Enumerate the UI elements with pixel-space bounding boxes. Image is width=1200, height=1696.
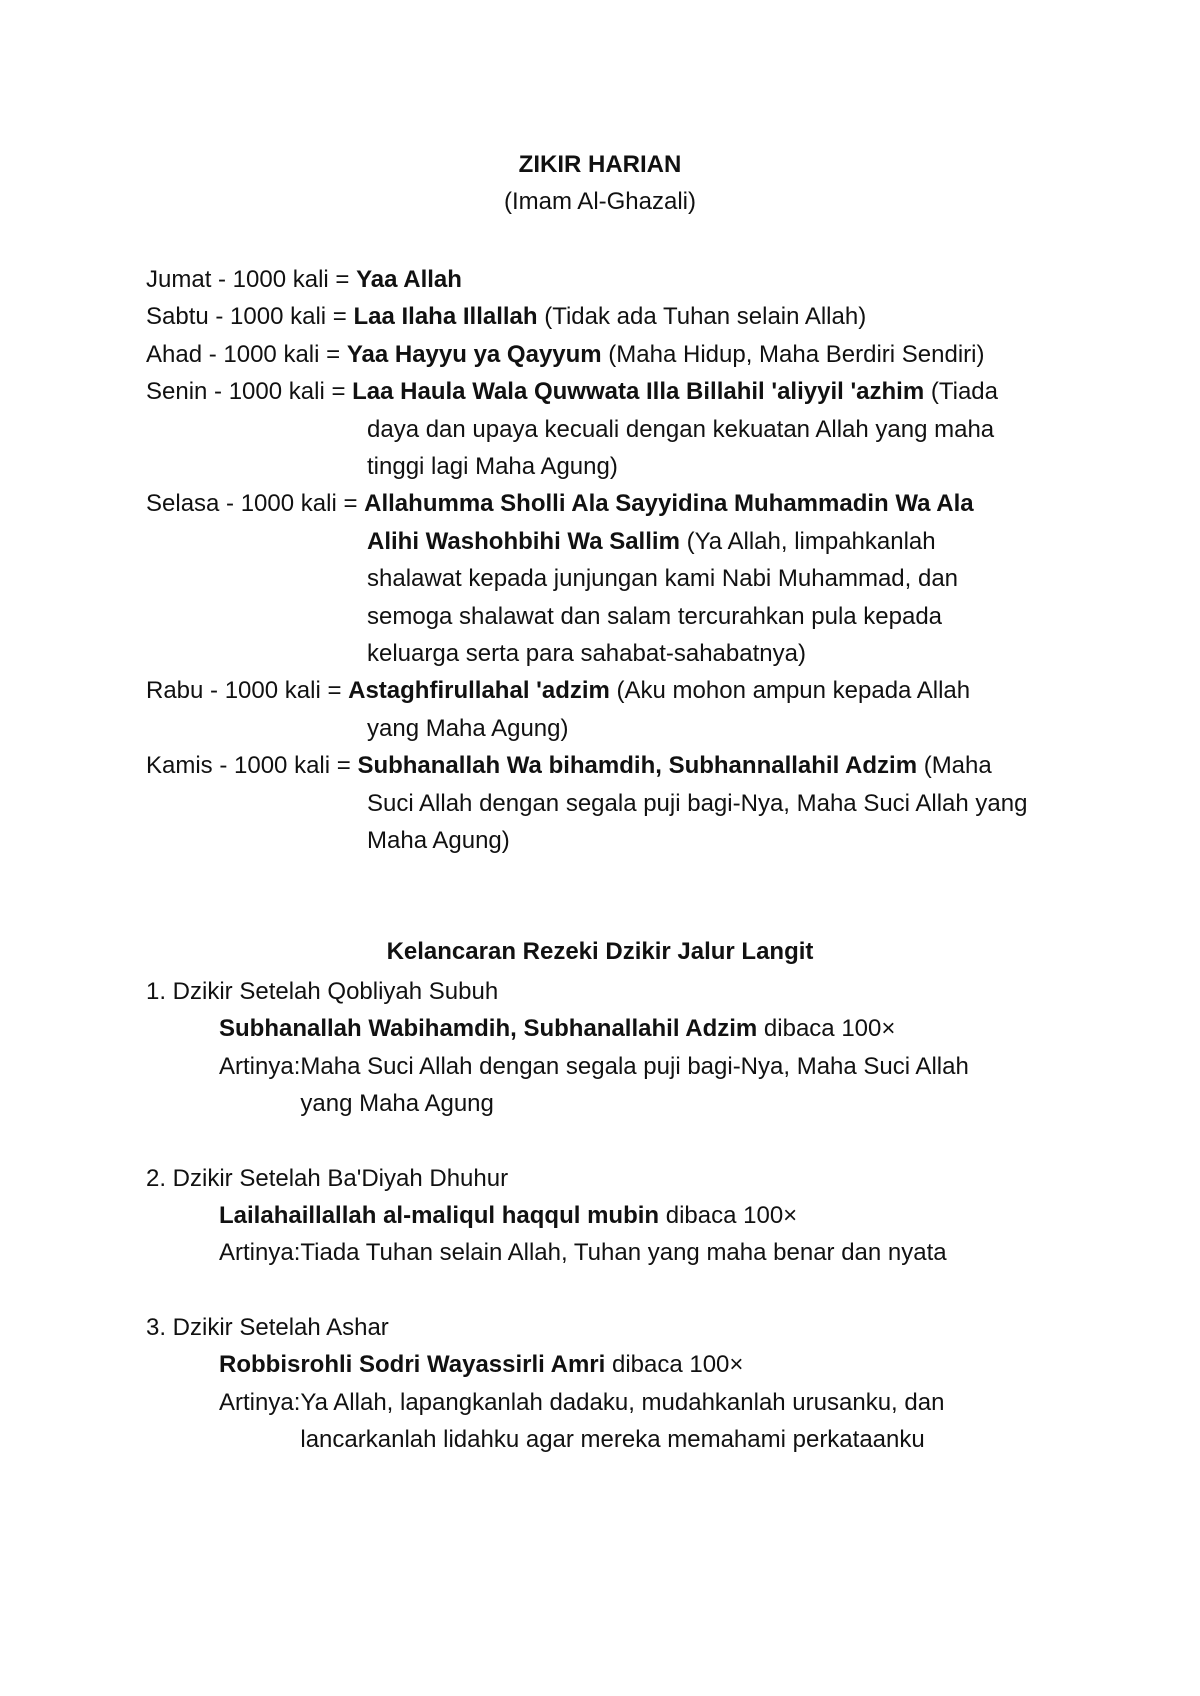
dzikir-text: Yaa Hayyu ya Qayyum — [346, 340, 602, 368]
day-entry-jumat — [146, 261, 1096, 298]
continuation-line: Maha Agung) — [367, 827, 510, 855]
item-meaning: Artinya: Ya Allah, lapangkanlah dadaku, mudahkanlah urusanku, dan lancarkanlah lidahku agar mereka memahami perkataanku — [219, 1388, 945, 1454]
dzikir-jalur-langit-list — [146, 973, 1096, 1495]
day-prefix: Rabu - 1000 kali = — [146, 677, 349, 705]
day-prefix: Selasa - 1000 kali = — [146, 490, 365, 518]
item-dzikir: Lailahaillallah al-maliqul haqqul mubin dibaca 100× — [219, 1202, 798, 1230]
day-entry-selasa — [146, 485, 1096, 672]
item-meaning: Artinya: Maha Suci Allah dengan segala puji bagi-Nya, Maha Suci Allah yang Maha Agung — [219, 1052, 969, 1118]
dzikir-text: Laa Haula Wala Quwwata Illa Billahil 'aliyyil 'azhim — [352, 378, 925, 406]
item-dzikir: Robbisrohli Sodri Wayassirli Amri dibaca 100× — [219, 1351, 744, 1379]
list-item — [146, 1160, 1096, 1272]
list-item — [146, 1309, 1096, 1459]
list-item — [146, 973, 1096, 1123]
page-subtitle: (Imam Al-Ghazali) — [503, 188, 697, 215]
dzikir-meaning: (Maha — [917, 752, 992, 780]
day-entry-sabtu — [146, 298, 1096, 335]
item-heading: 3. Dzikir Setelah Ashar — [146, 1313, 389, 1341]
day-prefix: Ahad - 1000 kali = — [146, 340, 347, 368]
item-heading: 2. Dzikir Setelah Ba'Diyah Dhuhur — [146, 1164, 509, 1192]
continuation-line: Suci Allah dengan segala puji bagi-Nya, Maha Suci Allah yang — [367, 789, 1028, 817]
dzikir-text: Yaa Allah — [356, 266, 462, 293]
dzikir-text: Astaghfirullahal 'adzim — [348, 677, 610, 705]
continuation-line: daya dan upaya kecuali dengan kekuatan Allah yang maha — [367, 415, 995, 443]
dzikir-meaning: (Tidak ada Tuhan selain Allah) — [537, 303, 867, 331]
day-prefix: Sabtu - 1000 kali = — [146, 303, 354, 331]
day-prefix: Senin - 1000 kali = — [146, 378, 353, 406]
continuation-line: keluarga serta para sahabat-sahabatnya) — [367, 640, 806, 668]
item-meaning: Artinya: Tiada Tuhan selain Allah, Tuhan yang maha benar dan nyata — [219, 1239, 947, 1267]
day-entry-rabu — [146, 672, 1096, 747]
day-prefix: Kamis - 1000 kali = — [146, 752, 358, 780]
continuation-line: semoga shalawat dan salam tercurahkan pula kepada — [367, 602, 943, 630]
dzikir-meaning: (Aku mohon ampun kepada Allah — [609, 677, 971, 705]
day-entry-senin — [146, 373, 1096, 485]
dzikir-text: Allahumma Sholli Ala Sayyidina Muhammadin Wa Ala — [364, 490, 974, 518]
continuation-line: Alihi Washohbihi Wa Sallim (Ya Allah, limpahkanlah — [367, 527, 936, 555]
daily-dzikir-list — [146, 261, 1096, 860]
section-title: Kelancaran Rezeki Dzikir Jalur Langit — [386, 938, 814, 965]
continuation-line: yang Maha Agung) — [367, 714, 569, 742]
continuation-line: tinggi lagi Maha Agung) — [367, 453, 618, 481]
dzikir-text: Subhanallah Wa bihamdih, Subhannallahil Adzim — [357, 752, 918, 780]
continuation-line: shalawat kepada junjungan kami Nabi Muhammad, dan — [367, 565, 959, 593]
dzikir-text: Laa Ilaha Illallah — [353, 303, 538, 331]
day-prefix: Jumat - 1000 kali = — [146, 266, 357, 293]
item-dzikir: Subhanallah Wabihamdih, Subhanallahil Adzim dibaca 100× — [219, 1015, 896, 1043]
dzikir-meaning: (Maha Hidup, Maha Berdiri Sendiri) — [601, 340, 985, 368]
item-heading: 1. Dzikir Setelah Qobliyah Subuh — [146, 978, 499, 1005]
page-title: ZIKIR HARIAN — [518, 151, 682, 178]
day-entry-ahad — [146, 336, 1096, 373]
day-entry-kamis — [146, 747, 1096, 859]
dzikir-meaning: (Tiada — [924, 378, 998, 406]
